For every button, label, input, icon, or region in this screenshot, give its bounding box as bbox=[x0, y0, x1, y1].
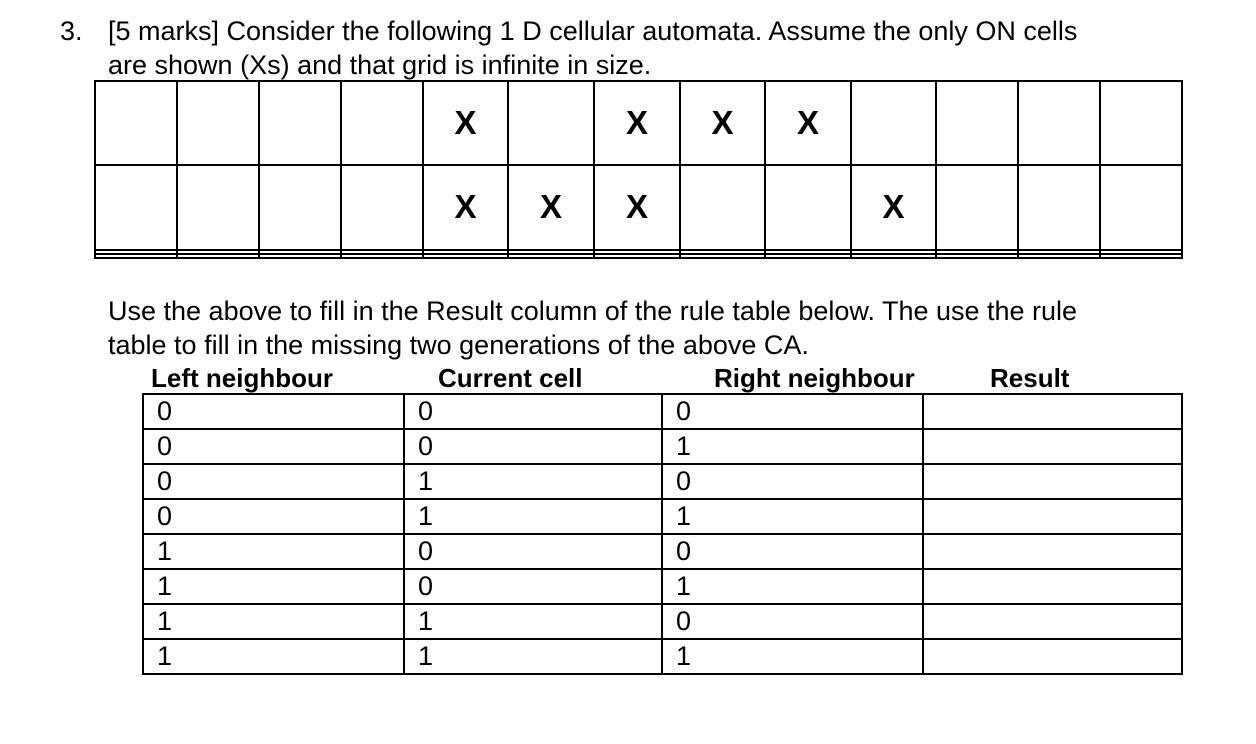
cellular-automata-grid bbox=[94, 80, 1183, 259]
rule-row bbox=[143, 569, 1182, 604]
right-neighbour-cell: 0 bbox=[662, 604, 923, 639]
question-line-1: [5 marks] Consider the following 1 D cellular automata. Assume the only ON cells bbox=[108, 16, 1078, 46]
result-cell[interactable] bbox=[923, 499, 1182, 534]
header-right-neighbour: Right neighbour bbox=[714, 363, 915, 393]
current-cell-cell: 0 bbox=[404, 534, 662, 569]
left-neighbour-cell: 0 bbox=[143, 464, 404, 499]
right-neighbour-cell: 0 bbox=[662, 394, 923, 429]
current-cell-cell: 0 bbox=[404, 394, 662, 429]
grid-cell[interactable] bbox=[1018, 81, 1100, 165]
grid-cell[interactable] bbox=[680, 165, 765, 249]
left-neighbour-cell: 1 bbox=[143, 604, 404, 639]
left-neighbour-cell: 1 bbox=[143, 639, 404, 674]
instructions-text bbox=[108, 294, 1218, 362]
grid-cell[interactable] bbox=[594, 254, 680, 258]
grid-cell[interactable] bbox=[259, 254, 341, 258]
grid-cell[interactable]: X bbox=[423, 81, 508, 165]
result-cell[interactable] bbox=[923, 394, 1182, 429]
grid-cell[interactable] bbox=[851, 81, 936, 165]
left-neighbour-cell: 0 bbox=[143, 394, 404, 429]
result-cell[interactable] bbox=[923, 604, 1182, 639]
left-neighbour-cell: 1 bbox=[143, 569, 404, 604]
grid-cell[interactable] bbox=[95, 165, 177, 249]
right-neighbour-cell: 1 bbox=[662, 569, 923, 604]
grid-cell[interactable] bbox=[1018, 254, 1100, 258]
grid-cell[interactable] bbox=[680, 254, 765, 258]
grid-cell[interactable]: X bbox=[594, 81, 680, 165]
grid-cell[interactable] bbox=[177, 165, 259, 249]
current-cell-cell: 1 bbox=[404, 639, 662, 674]
grid-cell[interactable] bbox=[341, 165, 423, 249]
grid-cell[interactable] bbox=[259, 81, 341, 165]
right-neighbour-cell: 1 bbox=[662, 429, 923, 464]
grid-cell[interactable] bbox=[1018, 165, 1100, 249]
grid-cell[interactable] bbox=[508, 81, 594, 165]
rule-row bbox=[143, 639, 1182, 674]
grid-cell[interactable] bbox=[341, 81, 423, 165]
grid-cell[interactable]: X bbox=[423, 165, 508, 249]
grid-cell[interactable]: X bbox=[594, 165, 680, 249]
current-cell-cell: 1 bbox=[404, 604, 662, 639]
grid-cell[interactable] bbox=[936, 81, 1018, 165]
right-neighbour-cell: 0 bbox=[662, 464, 923, 499]
rule-row bbox=[143, 429, 1182, 464]
instructions-line-2: table to fill in the missing two generations of the above CA. bbox=[108, 330, 809, 360]
instructions-line-1: Use the above to fill in the Result column of the rule table below. The use the rule bbox=[108, 296, 1078, 326]
left-neighbour-cell: 1 bbox=[143, 534, 404, 569]
grid-cell[interactable] bbox=[508, 254, 594, 258]
grid-cell[interactable] bbox=[936, 254, 1018, 258]
current-cell-cell: 1 bbox=[404, 499, 662, 534]
question-number: 3. bbox=[60, 16, 83, 46]
current-cell-cell: 0 bbox=[404, 569, 662, 604]
grid-cell[interactable] bbox=[423, 254, 508, 258]
grid-cell[interactable] bbox=[259, 165, 341, 249]
grid-row bbox=[95, 81, 1182, 165]
left-neighbour-cell: 0 bbox=[143, 429, 404, 464]
grid-cell[interactable] bbox=[765, 165, 851, 249]
rule-row bbox=[143, 394, 1182, 429]
right-neighbour-cell: 1 bbox=[662, 499, 923, 534]
current-cell-cell: 1 bbox=[404, 464, 662, 499]
right-neighbour-cell: 1 bbox=[662, 639, 923, 674]
grid-cell[interactable] bbox=[936, 165, 1018, 249]
grid-row bbox=[95, 165, 1182, 249]
result-cell[interactable] bbox=[923, 464, 1182, 499]
rule-row bbox=[143, 464, 1182, 499]
header-current-cell: Current cell bbox=[438, 363, 583, 393]
left-neighbour-cell: 0 bbox=[143, 499, 404, 534]
grid-cell[interactable] bbox=[177, 81, 259, 165]
grid-cell[interactable] bbox=[95, 81, 177, 165]
header-left-neighbour: Left neighbour bbox=[151, 363, 333, 393]
grid-cell[interactable] bbox=[1100, 81, 1182, 165]
result-cell[interactable] bbox=[923, 639, 1182, 674]
rule-row bbox=[143, 604, 1182, 639]
grid-cell[interactable] bbox=[851, 254, 936, 258]
grid-cell[interactable]: X bbox=[851, 165, 936, 249]
result-cell[interactable] bbox=[923, 534, 1182, 569]
grid-cell[interactable]: X bbox=[765, 81, 851, 165]
question-text bbox=[108, 14, 1218, 82]
rule-row bbox=[143, 534, 1182, 569]
result-cell[interactable] bbox=[923, 569, 1182, 604]
result-cell[interactable] bbox=[923, 429, 1182, 464]
rule-table bbox=[142, 393, 1183, 675]
grid-cell[interactable] bbox=[1100, 254, 1182, 258]
header-result: Result bbox=[990, 363, 1070, 393]
right-neighbour-cell: 0 bbox=[662, 534, 923, 569]
current-cell-cell: 0 bbox=[404, 429, 662, 464]
grid-cell[interactable]: X bbox=[680, 81, 765, 165]
grid-row bbox=[95, 254, 1182, 258]
grid-cell[interactable] bbox=[765, 254, 851, 258]
grid-cell[interactable] bbox=[95, 254, 177, 258]
grid-cell[interactable] bbox=[1100, 165, 1182, 249]
grid-cell[interactable]: X bbox=[508, 165, 594, 249]
grid-cell[interactable] bbox=[177, 254, 259, 258]
question-line-2: are shown (Xs) and that grid is infinite in size. bbox=[108, 50, 652, 80]
rule-row bbox=[143, 499, 1182, 534]
grid-cell[interactable] bbox=[341, 254, 423, 258]
